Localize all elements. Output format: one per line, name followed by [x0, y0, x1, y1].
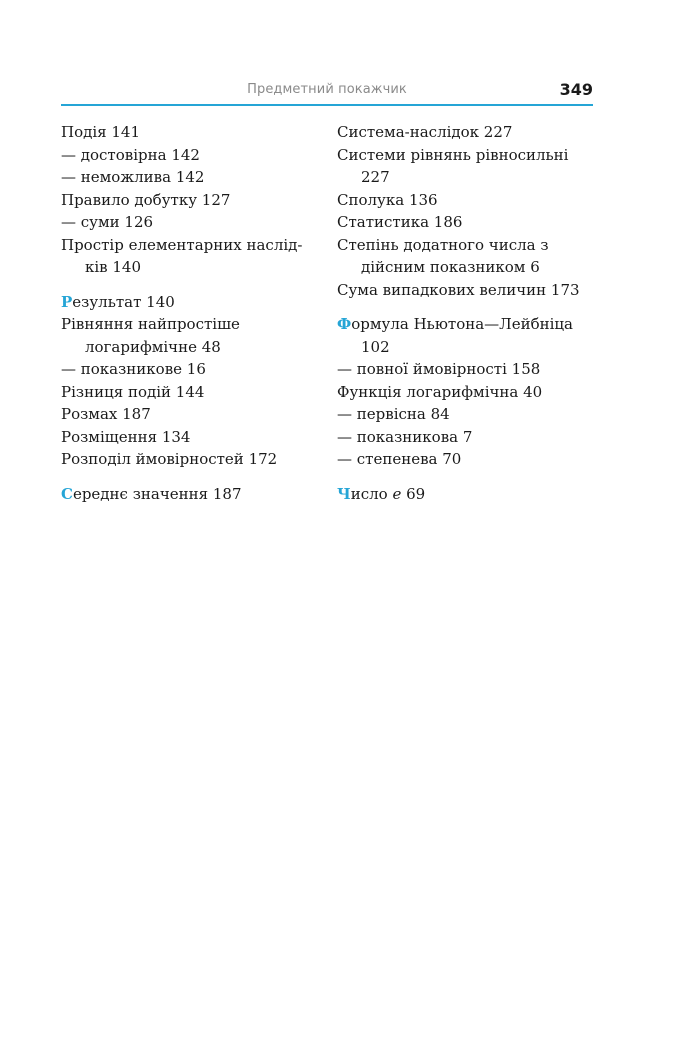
index-subentry: — достовірна 142: [61, 145, 200, 164]
entry-text: исло: [350, 484, 393, 503]
index-entry: Системи рівнянь рівносильні 227: [337, 145, 569, 186]
index-subentry: — показникове 16: [61, 360, 206, 378]
index-entry: Подія 141: [61, 123, 141, 141]
section-letter: С: [61, 484, 73, 503]
index-entry: Розмах 187: [61, 405, 151, 423]
page-header: [61, 80, 593, 106]
running-title: Предметний покажчик: [247, 82, 407, 97]
math-variable: e: [392, 484, 402, 503]
index-entry: Статистика 186: [337, 213, 463, 231]
index-subentry: — первісна 84: [337, 405, 450, 423]
index-entry: Правило добутку 127: [61, 190, 231, 209]
header-rule: [61, 104, 593, 106]
index-subentry: — показникова 7: [337, 427, 473, 446]
index-column-right: [337, 121, 593, 505]
section-letter: Ч: [337, 484, 351, 503]
index-entry: [337, 313, 593, 358]
index-subentry: — повної ймовірності 158: [337, 360, 541, 378]
index-column-left: [61, 121, 311, 505]
page-number: 349: [559, 80, 593, 99]
index-entry: [337, 483, 593, 506]
entry-text: ереднє значення 187: [72, 484, 242, 503]
index-subentry: — суми 126: [61, 213, 154, 231]
index-entry: Розміщення 134: [61, 427, 191, 446]
index-entry: Система-наслідок 227: [337, 123, 513, 141]
index-entry: Сума випадкових величин 173: [337, 280, 580, 299]
section-letter: Р: [61, 292, 73, 311]
index-entry: Різниця подій 144: [61, 382, 205, 401]
index-entry: [61, 483, 311, 506]
index-entry: Функція логарифмічна 40: [337, 382, 543, 401]
index-entry: Розподіл ймовірностей 172: [61, 450, 278, 468]
index-subentry: — неможлива 142: [61, 168, 205, 186]
index-entry: [61, 291, 311, 314]
index-subentry: — степенева 70: [337, 450, 462, 468]
entry-page: 69: [401, 484, 426, 503]
index-entry: Степінь додатного числа з дійсним показником 6: [337, 235, 549, 276]
entry-text: ормула Ньютона—Лейбніца 102: [351, 315, 573, 356]
index-entry: Сполука 136: [337, 190, 438, 209]
entry-text: езультат 140: [72, 292, 175, 311]
index-entry: Простір елементарних наслід-ків 140: [61, 235, 303, 276]
index-entry: Рівняння найпростіше логарифмічне 48: [61, 315, 240, 356]
section-letter: Ф: [337, 315, 352, 333]
